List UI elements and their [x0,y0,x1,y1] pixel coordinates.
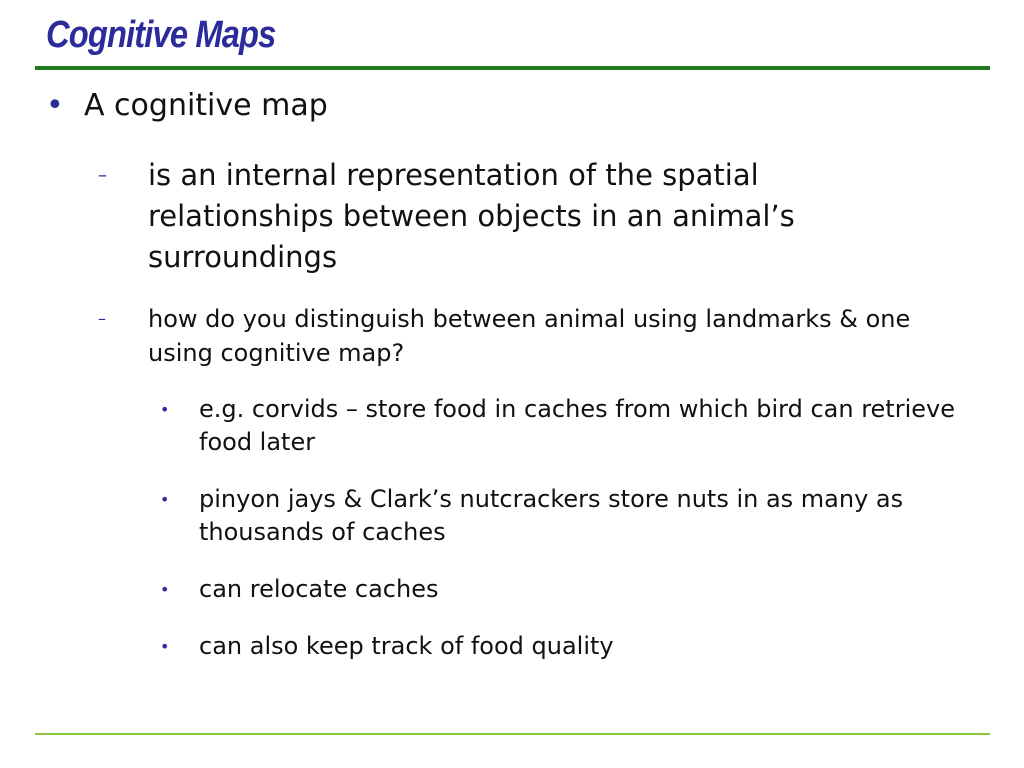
bullet-item-level3 [160,573,979,606]
bullet-item-level2 [98,302,978,370]
bullet-icon: • [160,580,170,599]
bullet-item-level2 [98,155,948,278]
bullet-item-level3 [160,630,979,663]
bullet-text: can relocate caches [199,575,439,603]
bullet-icon: • [160,490,170,509]
bullet-icon: • [160,400,170,419]
bullet-text: how do you distinguish between animal using landmarks & one using cognitive map? [148,305,911,367]
dash-icon: – [98,165,107,186]
bullet-text: is an internal representation of the spatial relationships between objects in an animal’s surroundings [148,158,795,274]
bullet-text: A cognitive map [84,88,328,123]
bullet-item-level3 [160,393,979,459]
bullet-icon: • [46,88,64,123]
footer-divider [35,733,990,735]
dash-icon: – [98,309,106,328]
bullet-text: can also keep track of food quality [199,632,614,660]
slide-title: Cognitive Maps [46,14,276,56]
bullet-text: pinyon jays & Clark’s nutcrackers store nuts in as many as thousands of caches [199,485,904,546]
bullet-text: e.g. corvids – store food in caches from which bird can retrieve food later [199,395,955,456]
bullet-item-level3 [160,483,979,549]
bullet-icon: • [160,637,170,656]
bullet-item-level1 [46,86,328,126]
